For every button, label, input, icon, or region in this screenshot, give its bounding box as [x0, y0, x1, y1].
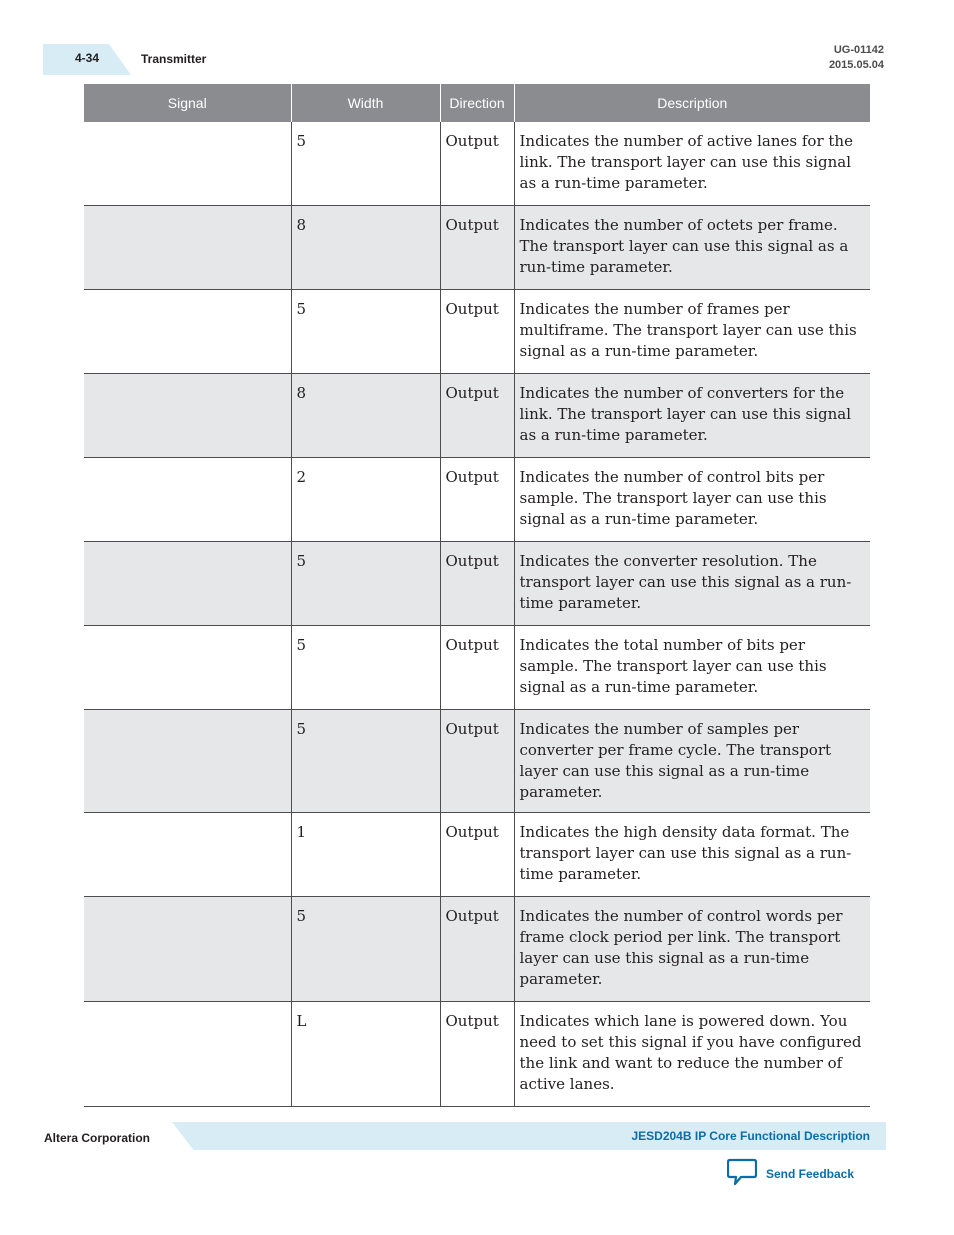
- table-row: [84, 1002, 870, 1107]
- signals-table: [84, 84, 870, 1107]
- table-row: [84, 374, 870, 458]
- width-cell: 5: [291, 897, 440, 1002]
- direction-cell: Output: [440, 374, 514, 458]
- column-header-direction: Direction: [440, 84, 514, 122]
- width-cell: 5: [291, 290, 440, 374]
- description-cell: Indicates the number of samples per converter per frame cycle. The transport layer can use this signal as a run-time parameter.: [514, 710, 870, 813]
- doc-info: [829, 43, 884, 73]
- description-cell: Indicates the number of active lanes for the link. The transport layer can use this signal as a run-time parameter.: [514, 122, 870, 206]
- table-row: [84, 626, 870, 710]
- table-row: [84, 290, 870, 374]
- signal-cell: [84, 710, 291, 813]
- width-cell: 5: [291, 122, 440, 206]
- description-cell: Indicates the high density data format. The transport layer can use this signal as a run-time parameter.: [514, 813, 870, 897]
- speech-bubble-icon[interactable]: [727, 1158, 757, 1190]
- description-cell: Indicates the number of control bits per sample. The transport layer can use this signal as a run-time parameter.: [514, 458, 870, 542]
- direction-cell: Output: [440, 813, 514, 897]
- direction-cell: Output: [440, 122, 514, 206]
- signal-cell: [84, 122, 291, 206]
- table-row: [84, 710, 870, 813]
- table-row: [84, 122, 870, 206]
- column-header-signal: Signal: [84, 84, 291, 122]
- page-number: 4-34: [75, 51, 100, 65]
- signal-cell: [84, 290, 291, 374]
- signal-cell: [84, 1002, 291, 1107]
- description-cell: Indicates the converter resolution. The transport layer can use this signal as a run-time parameter.: [514, 542, 870, 626]
- width-cell: 8: [291, 374, 440, 458]
- width-cell: L: [291, 1002, 440, 1107]
- send-feedback-link[interactable]: [727, 1158, 854, 1190]
- direction-cell: Output: [440, 206, 514, 290]
- description-cell: Indicates the total number of bits per sample. The transport layer can use this signal as a run-time parameter.: [514, 626, 870, 710]
- footer-company: Altera Corporation: [44, 1131, 151, 1145]
- table-row: [84, 813, 870, 897]
- width-cell: 1: [291, 813, 440, 897]
- doc-id: UG-01142: [833, 44, 884, 56]
- width-cell: 5: [291, 542, 440, 626]
- description-cell: Indicates the number of control words per frame clock period per link. The transport layer can use this signal as a run-time parameter.: [514, 897, 870, 1002]
- signal-cell: [84, 813, 291, 897]
- description-cell: Indicates the number of frames per multiframe. The transport layer can use this signal as a run-time parameter.: [514, 290, 870, 374]
- signal-cell: [84, 458, 291, 542]
- table-header-row: [84, 84, 870, 122]
- direction-cell: Output: [440, 290, 514, 374]
- direction-cell: Output: [440, 458, 514, 542]
- direction-cell: Output: [440, 626, 514, 710]
- description-cell: Indicates which lane is powered down. You need to set this signal if you have configured the link and want to reduce the number of active lanes.: [514, 1002, 870, 1107]
- section-title: Transmitter: [141, 52, 207, 66]
- column-header-description: Description: [514, 84, 870, 122]
- width-cell: 2: [291, 458, 440, 542]
- description-cell: Indicates the number of octets per frame. The transport layer can use this signal as a run-time parameter.: [514, 206, 870, 290]
- width-cell: 5: [291, 626, 440, 710]
- description-cell: Indicates the number of converters for the link. The transport layer can use this signal as a run-time parameter.: [514, 374, 870, 458]
- signal-cell: [84, 206, 291, 290]
- send-feedback-label[interactable]: Send Feedback: [766, 1167, 855, 1181]
- signal-cell: [84, 374, 291, 458]
- table-row: [84, 542, 870, 626]
- signal-cell: [84, 542, 291, 626]
- doc-date: 2015.05.04: [828, 59, 884, 71]
- width-cell: 8: [291, 206, 440, 290]
- width-cell: 5: [291, 710, 440, 813]
- direction-cell: Output: [440, 897, 514, 1002]
- table-row: [84, 458, 870, 542]
- footer-doc-title[interactable]: JESD204B IP Core Functional Description: [631, 1129, 870, 1143]
- signal-cell: [84, 626, 291, 710]
- signal-cell: [84, 897, 291, 1002]
- table-row: [84, 206, 870, 290]
- column-header-width: Width: [291, 84, 440, 122]
- table-row: [84, 897, 870, 1002]
- direction-cell: Output: [440, 1002, 514, 1107]
- direction-cell: Output: [440, 542, 514, 626]
- direction-cell: Output: [440, 710, 514, 813]
